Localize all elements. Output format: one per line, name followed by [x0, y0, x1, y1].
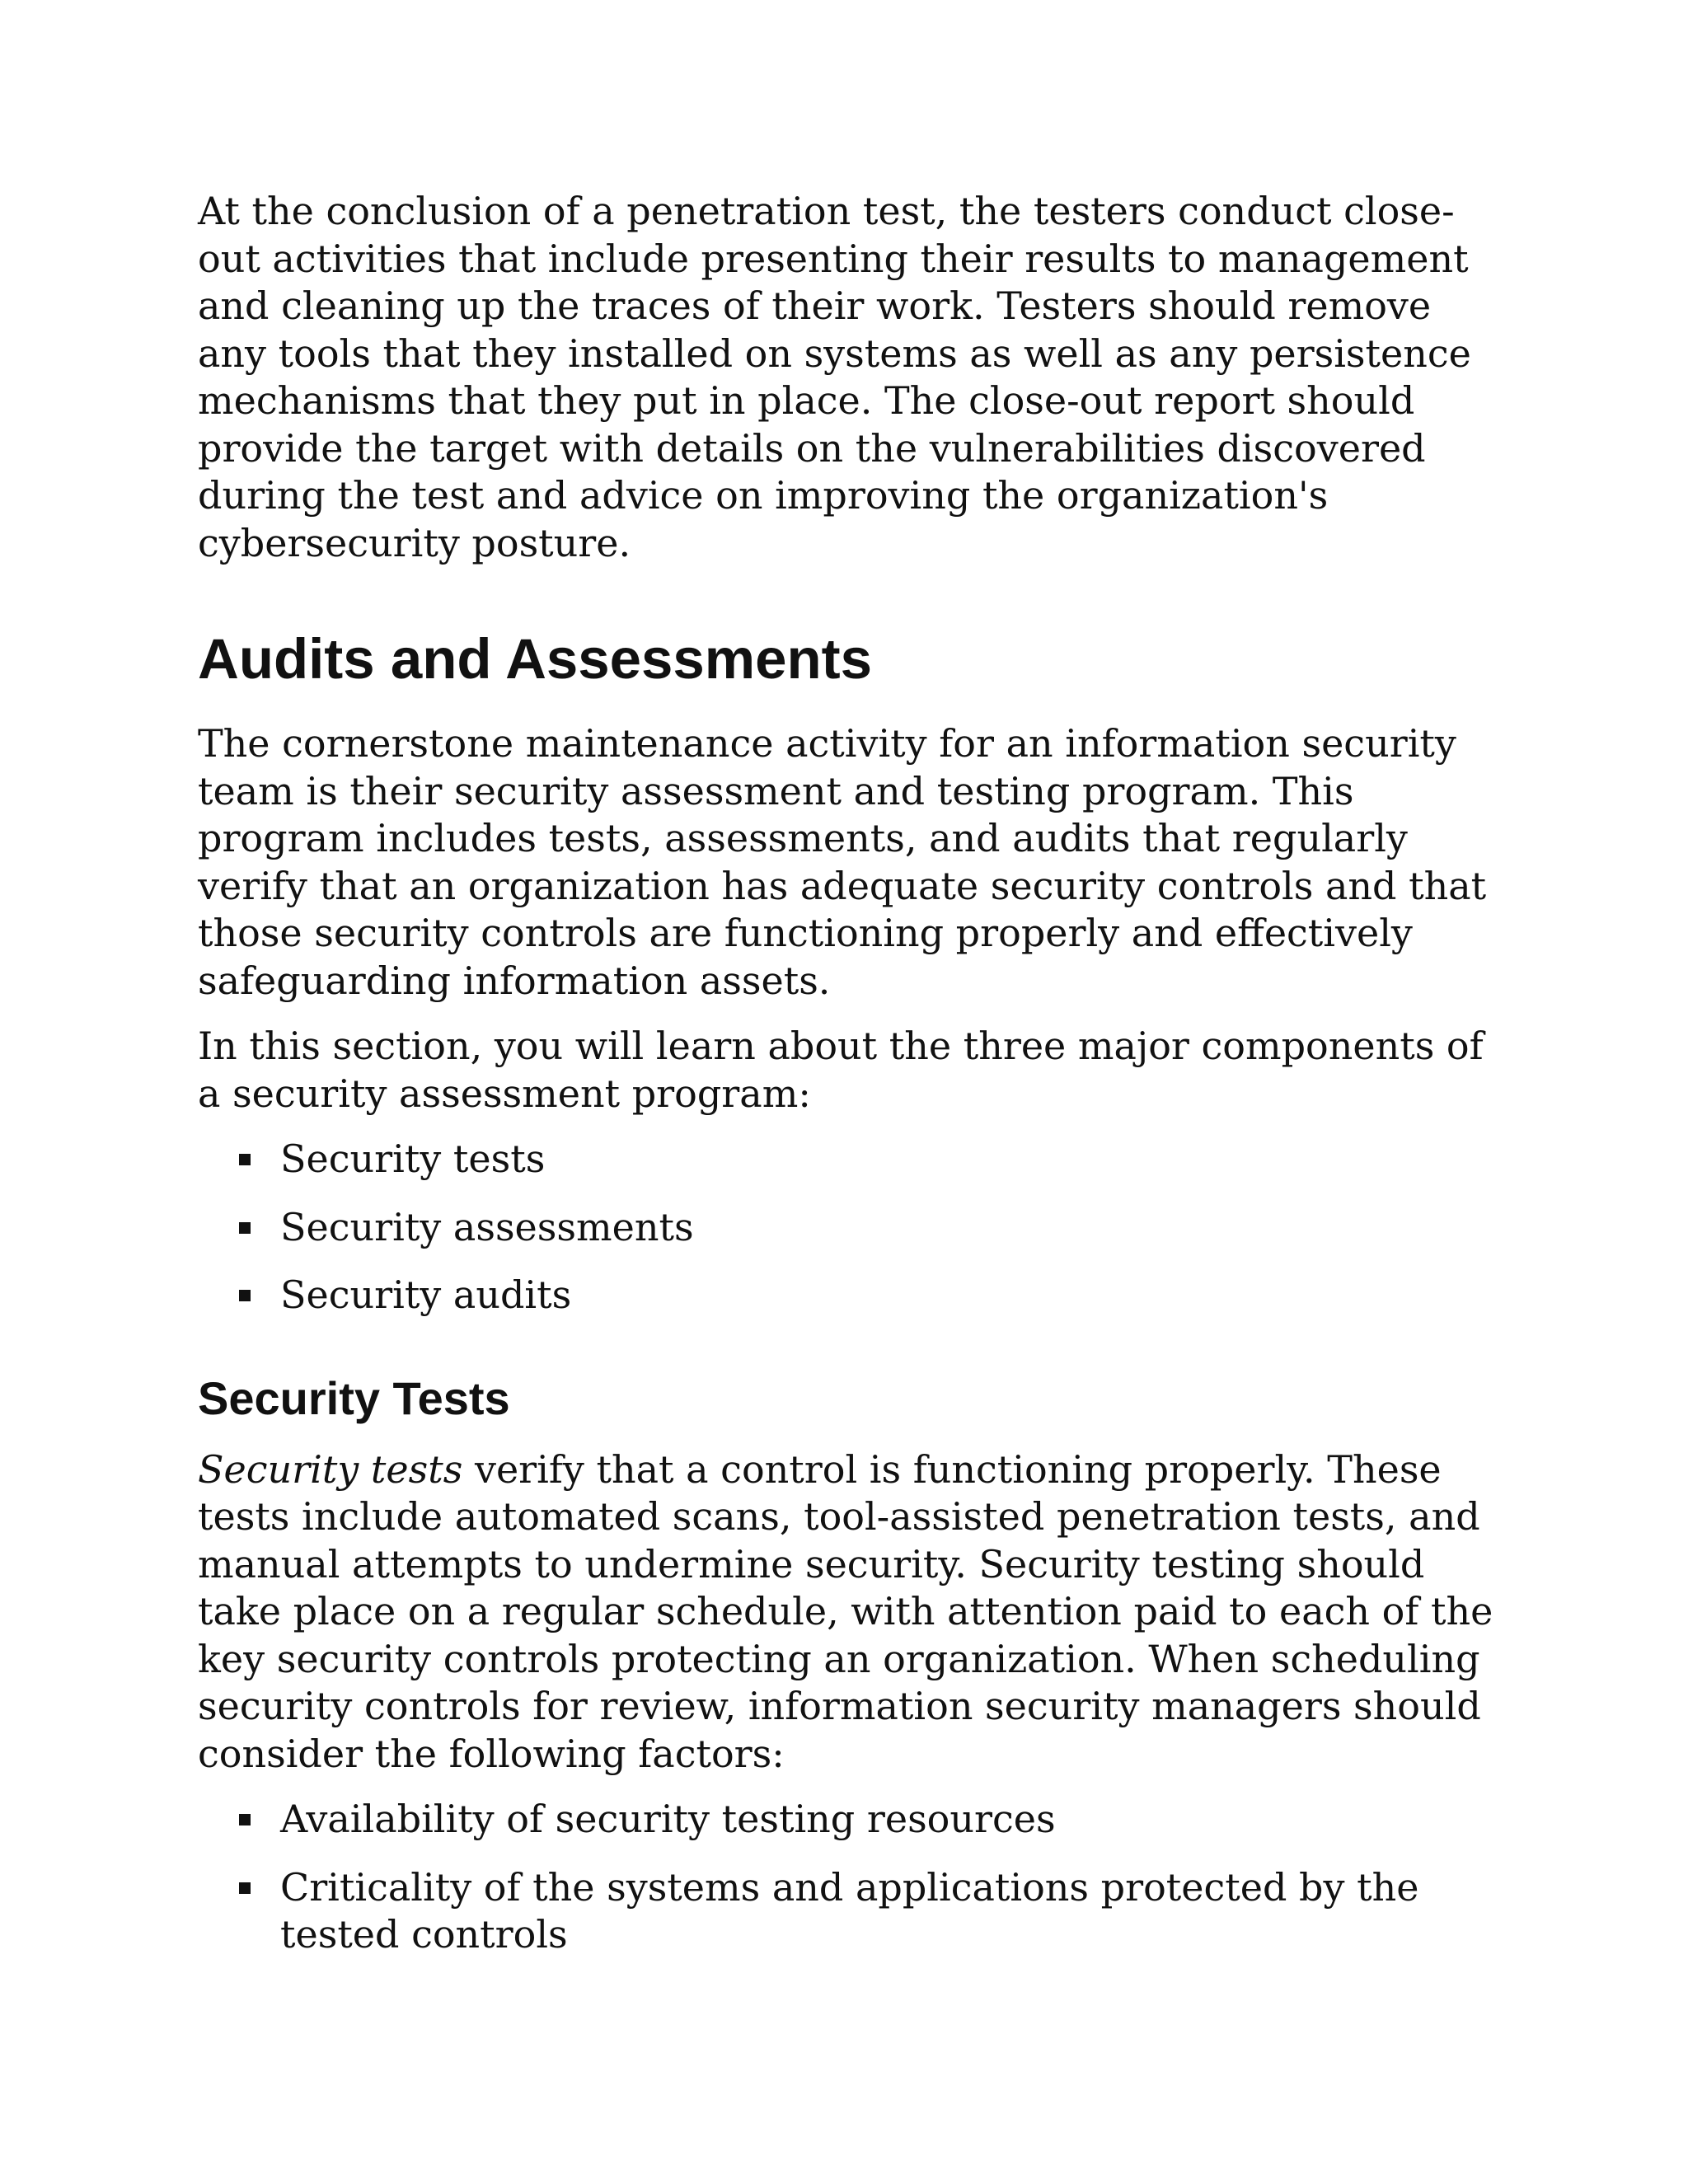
list-item: [198, 1204, 1500, 1252]
list-item-text: Security audits: [280, 1272, 572, 1317]
list-item: [198, 1136, 1500, 1183]
list-item-text: Criticality of the systems and applications protected by the tested controls: [280, 1864, 1419, 1957]
square-bullet-icon: [239, 1814, 251, 1825]
intro-paragraph: At the conclusion of a penetration test, the testers conduct close-out activities that include presenting their results to management and cleaning up the traces of their work. Testers should remove any tools that they installed on systems as well as any persistence mechanisms that they put in place. The close-out report should provide the target with details on the vulnerabilities discovered during the test and advice on improving the organization's cybersecurity posture.: [198, 189, 1471, 565]
security-tests-term: Security tests: [198, 1446, 463, 1492]
security-tests-heading: Security Tests: [198, 1371, 510, 1424]
scheduling-factors-list: [198, 1796, 1500, 1959]
document-page: [198, 188, 1500, 1959]
square-bullet-icon: [239, 1290, 251, 1301]
square-bullet-icon: [239, 1222, 251, 1234]
list-item: [198, 1272, 1500, 1319]
assessment-components-list: [198, 1136, 1500, 1319]
square-bullet-icon: [239, 1882, 251, 1894]
list-item: [198, 1864, 1500, 1959]
list-item-text: Security assessments: [280, 1204, 694, 1249]
security-tests-paragraph: [198, 1446, 1500, 1779]
list-item: [198, 1796, 1500, 1844]
list-item-text: Availability of security testing resources: [280, 1797, 1056, 1841]
security-tests-paragraph-text: verify that a control is functioning properly. These tests include automated scans, tool-assisted penetration tests, and manual attempts to undermine security. Security testing should take place on a regular schedule, with attention paid to each of the key security controls protecting an organization. When scheduling security controls for review, information security managers should consider the following factors:: [198, 1446, 1493, 1776]
audits-assessments-heading: Audits and Assessments: [198, 627, 873, 691]
audits-paragraph-1: The cornerstone maintenance activity for an information security team is their security assessment and testing program. This program includes tests, assessments, and audits that regularly verify that an organization has adequate security controls and that those security controls are functioning properly and effectively safeguarding information assets.: [198, 721, 1487, 1003]
square-bullet-icon: [239, 1154, 251, 1165]
list-item-text: Security tests: [280, 1137, 546, 1181]
audits-paragraph-2: In this section, you will learn about the three major components of a security assessment program:: [198, 1024, 1484, 1116]
